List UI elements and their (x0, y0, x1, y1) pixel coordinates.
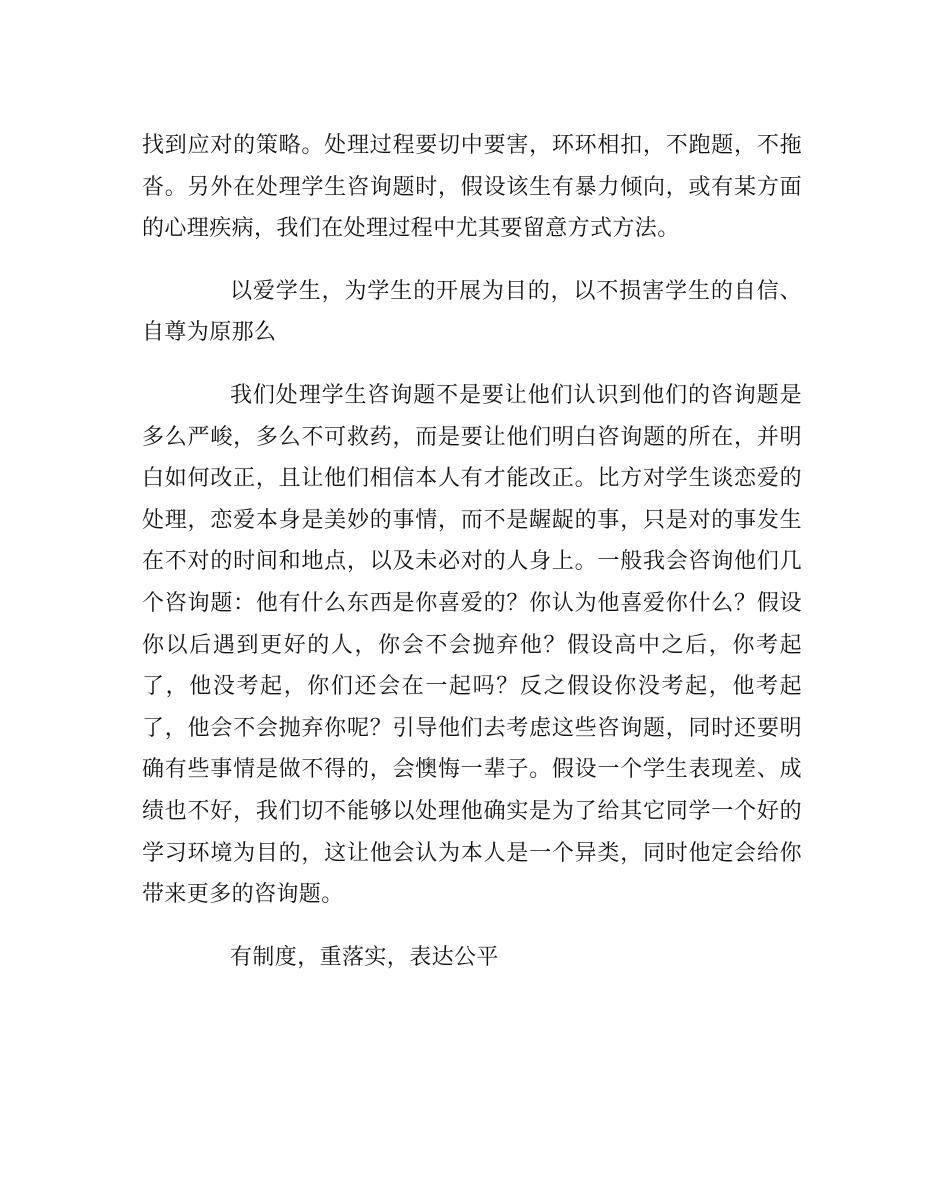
paragraph-strategy: 找到应对的策略。处理过程要切中要害，环环相扣，不跑题，不拖沓。另外在处理学生咨询题时，假设该生有暴力倾向，或有某方面的心理疾病，我们在处理过程中尤其要留意方式方法。 (142, 133, 802, 242)
paragraph-system-heading: 有制度，重落实，表达公平 (230, 944, 499, 970)
paragraph-principle-heading: 以爱学生，为学生的开展为目的，以不损害学生的自信、自尊为原那么 (142, 278, 802, 346)
paragraph-handling-problems: 我们处理学生咨询题不是要让他们认识到他们的咨询题是多么严峻，多么不可救药，而是要让他们明白咨询题的所在，并明白如何改正，且让他们相信本人有才能改正。比方对学生谈恋爱的处理，恋爱本身是美妙的事情，而不是龌龊的事，只是对的事发生在不对的时间和地点，以及未必对的人身上。一般我会咨询他们几个咨询题：他有什么东西是你喜爱的？你认为他喜爱你什么？假设你以后遇到更好的人，你会不会抛弃他？假设高中之后，你考起了，他没考起，你们还会在一起吗？反之假设你没考起，他考起了，他会不会抛弃你呢？引导他们去考虑这些咨询题，同时还要明确有些事情是做不得的，会懊悔一辈子。假设一个学生表现差、成绩也不好，我们切不能够以处理他确实是为了给其它同学一个好的学习环境为目的，这让他会认为本人是一个异类，同时他定会给你带来更多的咨询题。 (142, 382, 802, 908)
document-body (142, 125, 802, 978)
